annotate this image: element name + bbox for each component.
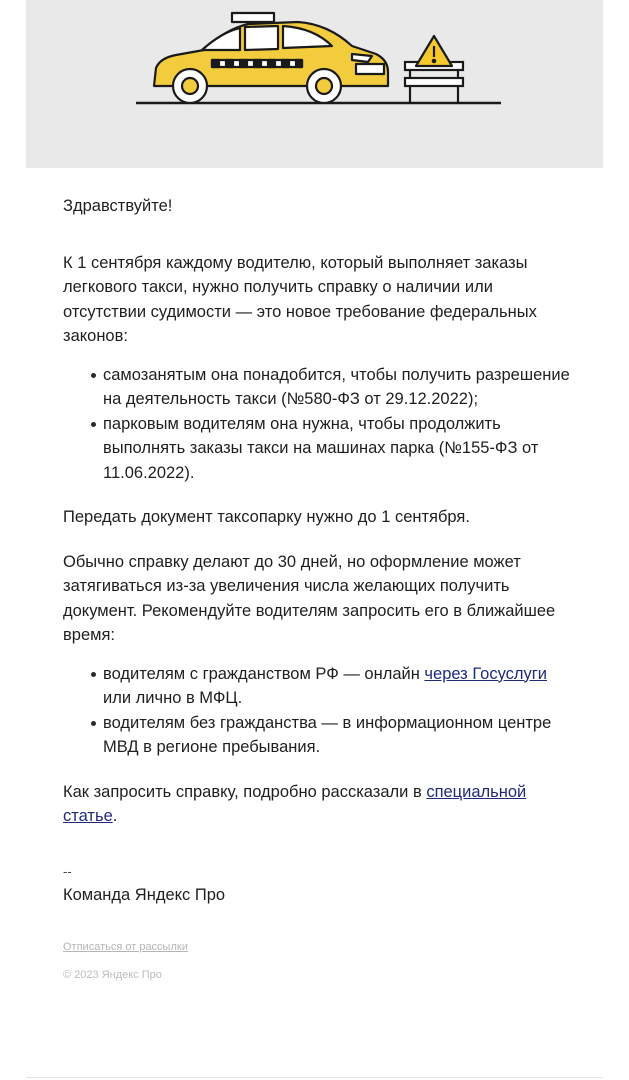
unsubscribe-link[interactable]: Отписаться от рассылки: [63, 941, 188, 953]
signature: Команда Яндекс Про: [63, 885, 226, 904]
divider: [26, 1077, 603, 1078]
warning-sign-icon: [405, 36, 463, 103]
signature-dash: --: [63, 863, 72, 879]
email-body: [63, 194, 573, 983]
header-banner: [26, 0, 603, 168]
deadline-paragraph: Передать документ таксопарку нужно до 1 сентября.: [63, 508, 470, 526]
article-paragraph: Как запросить справку, подробно рассказали в специальной статье.: [63, 782, 527, 825]
ways-list: [63, 662, 573, 760]
article-link[interactable]: специальной статье: [63, 782, 527, 825]
gosuslugi-link[interactable]: через Госуслуги: [424, 664, 548, 683]
taxi-car-icon: [154, 13, 388, 103]
list-item: водителям с гражданством РФ — онлайн через Госуслуги или лично в МФЦ.: [103, 662, 573, 711]
list-item: парковым водителям она нужна, чтобы продолжить выполнять заказы такси на машинах парка (№155-ФЗ от 11.06.2022).: [103, 412, 573, 486]
list-item: самозанятым она понадобится, чтобы получить разрешение на деятельность такси (№580-ФЗ от 29.12.2022);: [103, 363, 573, 412]
greeting: Здравствуйте!: [63, 197, 173, 215]
intro-paragraph: К 1 сентября каждому водителю, который выполняет заказы легкового такси, нужно получить справку о наличии или отсутствии судимости — это новое требование федеральных законов:: [63, 253, 537, 345]
taxi-illustration: [26, 0, 603, 168]
processing-paragraph: Обычно справку делают до 30 дней, но оформление может затягиваться из-за увеличения числа желающих получить документ. Рекомендуйте водителям запросить его в ближайшее время:: [63, 552, 556, 644]
footer-links: [63, 939, 573, 955]
list-item: водителям без гражданства — в информационном центре МВД в регионе пребывания.: [103, 711, 573, 760]
copyright: © 2023 Яндекс Про: [63, 969, 162, 981]
requirements-list: [63, 363, 573, 486]
